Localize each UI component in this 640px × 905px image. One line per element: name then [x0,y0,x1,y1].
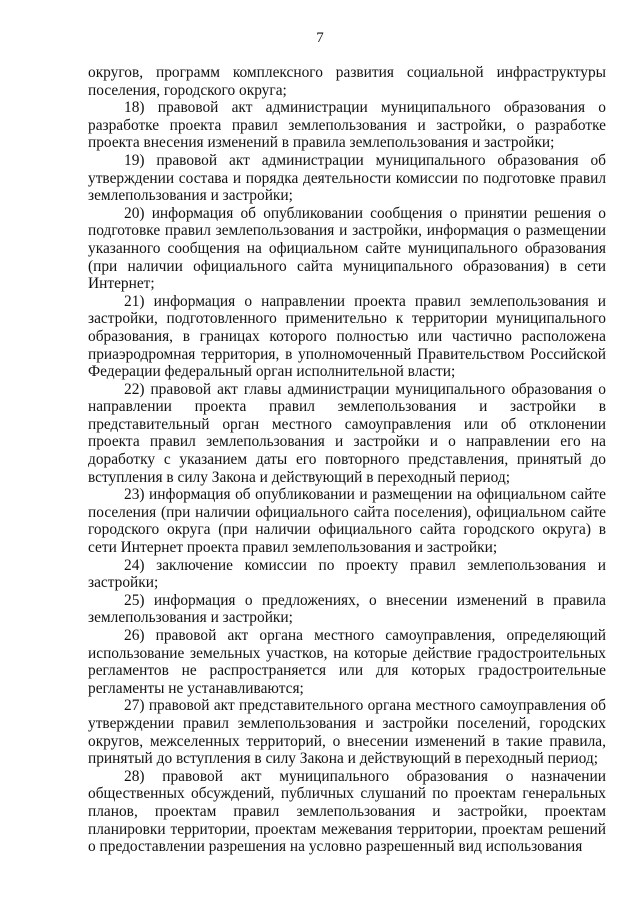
paragraph-item-23: 23) информация об опубликовании и размещении на официальном сайте поселения (при наличии официального сайта поселения), официальном сайте городского округа (при наличии официального сайта городского округа) в сети Интернет проекта правил землепользования и застройки; [88,486,606,557]
paragraph-item-27: 27) правовой акт представительного органа местного самоуправления об утверждении правил землепользования и застройки поселений, городских округов, межселенных территорий, о внесении изменений в такие правила, принятый до вступления в силу Закона и действующий в переходный период; [88,697,606,768]
paragraph-item-25: 25) информация о предложениях, о внесении изменений в правила землепользования и застройки; [88,591,606,627]
paragraph-item-28: 28) правовой акт муниципального образования о назначении общественных обсуждений, публичных слушаний по проектам генеральных планов, проектам правил землепользования и застройки, проектам планировки территории, проектам межевания территории, проектам решений о предоставлении разрешения на условно разрешенный вид использования [88,767,606,856]
page-number: 7 [316,30,324,46]
document-body [88,64,606,856]
paragraph-item-19: 19) правовой акт администрации муниципального образования об утверждении состава и порядка деятельности комиссии по подготовке правил землепользования и застройки; [88,151,606,205]
paragraph-item-21: 21) информация о направлении проекта правил землепользования и застройки, подготовленного применительно к территории муниципального образования, в границах которого полностью или частично расположена приаэродромная территория, в уполномоченный Правительством Российской Федерации федеральный орган исполнительной власти; [88,292,606,381]
paragraph-item-22: 22) правовой акт главы администрации муниципального образования о направлении проекта правил землепользования и застройки в представительный орган местного самоуправления или об отклонении проекта правил землепользования и застройки и о направлении его на доработку с указанием даты его повторного представления, принятый до вступления в силу Закона и действующий в переходный период; [88,380,606,486]
paragraph-item-18: 18) правовой акт администрации муниципального образования о разработке проекта правил землепользования и застройки, о разработке проекта внесения изменений в правила землепользования и застройки; [88,99,606,152]
paragraph-item-26: 26) правовой акт органа местного самоуправления, определяющий использование земельных участков, на которые действие градостроительных регламентов не распространяется или для которых градостроительные регламенты не устанавливаются; [88,627,606,697]
paragraph-continuation: округов, программ комплексного развития социальной инфраструктуры поселения, городского округа; [88,64,606,99]
paragraph-item-24: 24) заключение комиссии по проекту правил землепользования и застройки; [88,556,606,592]
paragraph-item-20: 20) информация об опубликовании сообщения о принятии решения о подготовке правил землепользования и застройки, информация о размещении указанного сообщения на официальном сайте муниципального образования (при наличии официального сайта муниципального образования) в сети Интернет; [88,204,606,293]
